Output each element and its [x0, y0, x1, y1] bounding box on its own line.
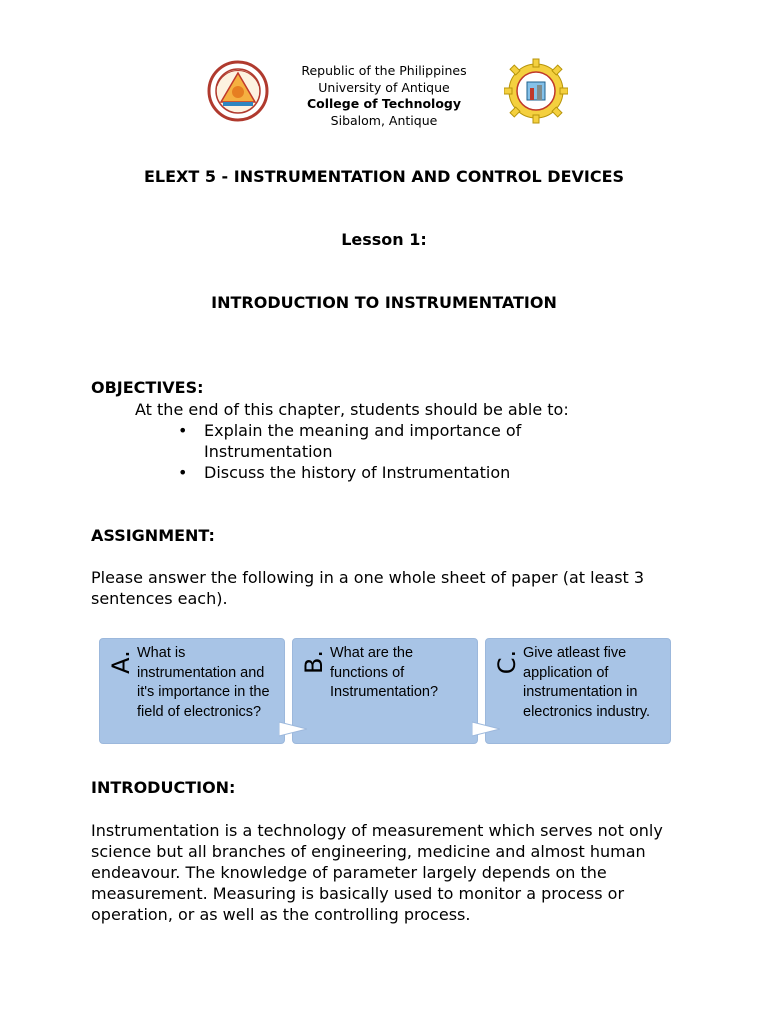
objectives-list: [176, 420, 574, 483]
question-box-b: [292, 638, 478, 744]
introduction-heading: INTRODUCTION:: [91, 778, 236, 797]
objective-text: Discuss the history of Instrumentation: [204, 463, 511, 482]
course-title: ELEXT 5 - INSTRUMENTATION AND CONTROL DEVICES: [143, 167, 625, 186]
header-country: Republic of the Philippines: [301, 63, 467, 78]
question-letter: B.: [300, 649, 328, 675]
objectives-lead: At the end of this chapter, students should be able to:: [135, 400, 569, 419]
arrow-right-icon: [472, 720, 500, 738]
question-text: Give atleast five application of instrumentation in electronics industry.: [523, 645, 651, 720]
lesson-number: Lesson 1:: [341, 230, 427, 249]
institution-header: [284, 63, 484, 129]
header-location: Sibalom, Antique: [330, 112, 438, 128]
question-letter: C.: [493, 649, 521, 675]
header-university: University of Antique: [318, 79, 450, 95]
assignment-heading: ASSIGNMENT:: [91, 526, 215, 545]
question-letter: A.: [107, 650, 135, 674]
objective-item: [176, 420, 574, 462]
introduction-body: Instrumentation is a technology of measurement which serves not only science but all branches of engineering, medicine and almost human endeavour. The knowledge of parameter largely depends on the measurement. Measuring is basically used to monitor a process or operation, or as well as the controlling process.: [91, 821, 663, 924]
bullet-icon: •: [178, 421, 188, 440]
question-text: What is instrumentation and it's importance in the field of electronics?: [137, 645, 270, 720]
objective-text: Explain the meaning and importance of Instrumentation: [204, 421, 522, 461]
objectives-heading: OBJECTIVES:: [91, 378, 204, 397]
college-seal-logo: [504, 58, 568, 124]
objective-item: [176, 462, 574, 483]
question-text: What are the functions of Instrumentation?: [330, 645, 439, 701]
question-box-c: [485, 638, 671, 744]
question-box-a: [99, 638, 285, 744]
assignment-instruction: Please answer the following in a one whole sheet of paper (at least 3 sentences each).: [91, 568, 645, 608]
header-college: College of Technology: [306, 96, 462, 111]
university-seal-logo: [207, 58, 269, 124]
arrow-right-icon: [279, 720, 307, 738]
bullet-icon: •: [178, 463, 188, 482]
assignment-questions-diagram: [99, 638, 671, 744]
lesson-title: INTRODUCTION TO INSTRUMENTATION: [211, 293, 557, 312]
